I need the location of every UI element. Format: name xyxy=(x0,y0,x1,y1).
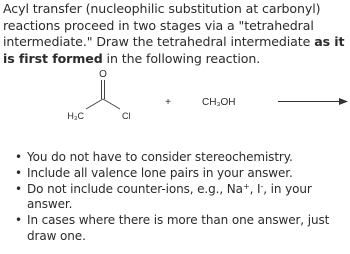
question-prompt xyxy=(3,1,347,67)
acetyl-chloride-structure xyxy=(86,80,120,109)
reaction-scheme xyxy=(0,64,350,144)
oxygen-label: O xyxy=(99,69,107,80)
iodide-charge: - xyxy=(260,181,264,191)
instructions-list xyxy=(13,150,347,245)
bullet: • xyxy=(15,165,22,180)
chlorine-label: Cl xyxy=(122,111,131,121)
note-text-after: , in your answer. xyxy=(27,181,312,212)
methanol-label: CH₃OH xyxy=(202,97,236,108)
bullet: • xyxy=(15,213,22,228)
question-text-start: Acyl transfer (nucleophilic substitution at carbonyl) reactions proceed in two stages via a "tetrahedral intermediate." Draw the tetrahedral intermediate xyxy=(3,1,321,50)
note-text: Include all valence lone pairs in your answer. xyxy=(27,165,293,180)
list-item xyxy=(13,150,347,166)
methyl-label: H₃C xyxy=(67,111,84,121)
bullet: • xyxy=(15,150,22,164)
reaction-arrow xyxy=(278,98,348,105)
reaction-diagram xyxy=(0,64,350,144)
note-text: In cases where there is more than one answer, just draw one. xyxy=(27,213,330,243)
sodium-charge: + xyxy=(242,181,250,191)
question-text-end: in the following reaction. xyxy=(102,50,261,66)
list-item xyxy=(13,182,347,214)
plus-sign: + xyxy=(165,97,171,108)
bullet: • xyxy=(15,181,22,196)
note-text: You do not have to consider stereochemistry. xyxy=(27,150,293,164)
c-methyl-bond xyxy=(86,99,103,109)
question-emphasis: as it is first formed xyxy=(3,34,345,66)
note-text-mid: , I xyxy=(249,181,261,196)
list-item xyxy=(13,213,347,245)
c-cl-bond xyxy=(103,99,120,109)
list-item xyxy=(13,166,347,182)
note-text-before: Do not include counter-ions, e.g., Na xyxy=(27,181,243,196)
